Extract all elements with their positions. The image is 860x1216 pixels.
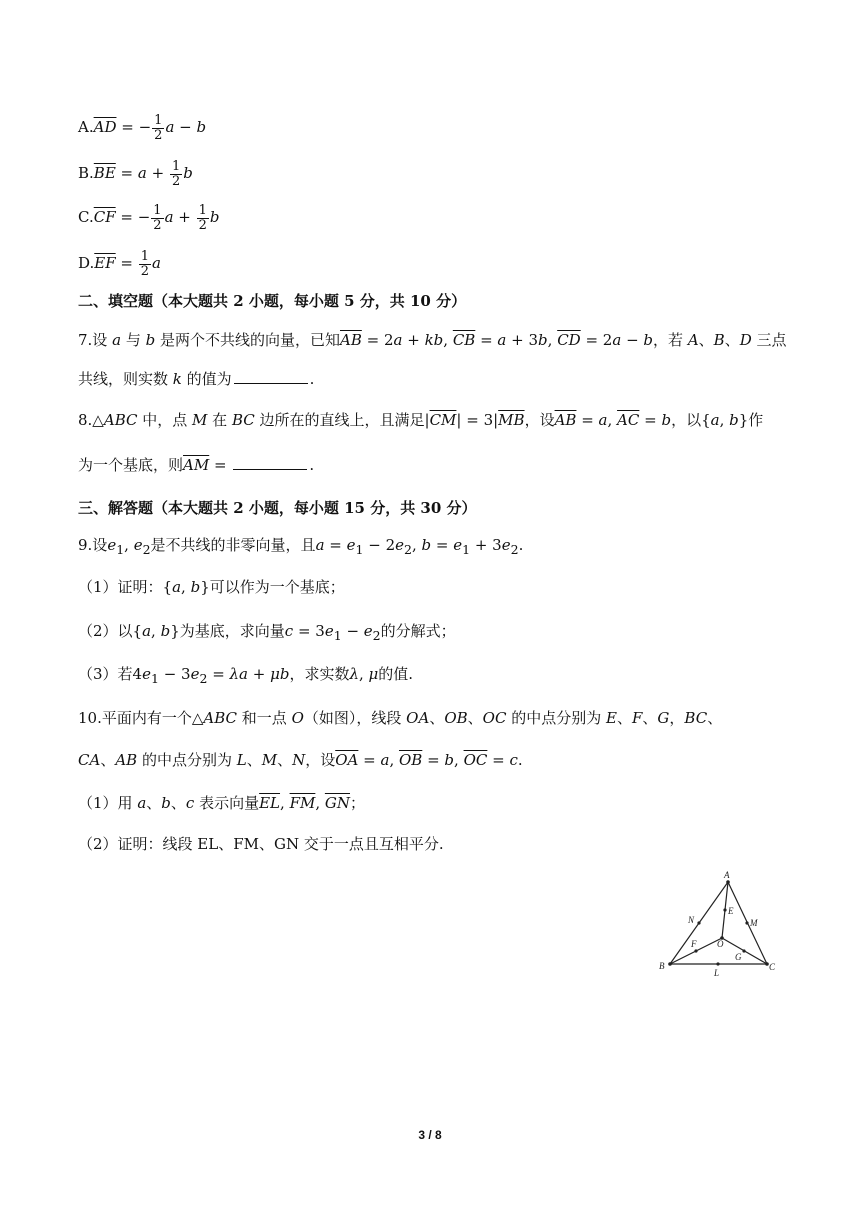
q9-text: 9.设 xyxy=(78,536,108,554)
q8-text: 为一个基底，则 xyxy=(78,456,184,474)
q8-text: 作 xyxy=(748,411,764,429)
q9-text: （1）证明： xyxy=(78,578,163,596)
q9-text: 是不共线的非零向量，且 xyxy=(150,536,316,554)
q7-text: 7.设 xyxy=(78,331,113,349)
q7-text: 共线，则实数 xyxy=(78,370,173,388)
q10-text: 表示向量 xyxy=(194,794,260,812)
label-g: G xyxy=(735,952,742,962)
point-l xyxy=(716,962,719,965)
q9-text: 可以作为一个基底； xyxy=(209,578,345,596)
q9-text: （3）若 xyxy=(78,665,133,683)
label-n: N xyxy=(688,915,695,925)
point-b xyxy=(668,962,672,966)
option-a: $A.\overline{AD}$ = − $\frac{1}{2}$ a − b xyxy=(78,113,207,143)
answer-blank xyxy=(234,382,308,384)
label-o: O xyxy=(717,939,724,949)
option-c: $C.\overline{CF}$ = − $\frac{1}{2}$ a + $\frac{1}{2}$ b xyxy=(78,203,220,233)
q8-text: 中，点 xyxy=(137,411,193,429)
q7-line1: 7.设 a 与 b 是两个不共线的向量，已知$\overline{AB} = 2a$ + kb, $\overline{CB} = a + 3b$, $\overline{CD} = 2a - b$，若 A、B、D 三点 xyxy=(78,331,787,349)
q10-text: 和一点 xyxy=(237,709,292,727)
answer-blank xyxy=(233,468,307,470)
label-a: A xyxy=(724,870,730,880)
point-e xyxy=(723,908,726,911)
q9-text: 为基底，求向量 xyxy=(179,622,285,640)
q7-text: ，若 xyxy=(653,331,688,349)
option-c-label: C. xyxy=(78,208,94,227)
q10-text: ， xyxy=(669,709,685,727)
triangle-figure xyxy=(655,870,785,980)
label-f: F xyxy=(691,939,697,949)
q8-line2: 为一个基底，则$\overline{AM}$ = . xyxy=(78,456,315,474)
q9-text: ，求实数 xyxy=(289,665,350,683)
label-m: M xyxy=(750,918,758,928)
q9-text: （2）以 xyxy=(78,622,133,640)
label-l: L xyxy=(714,968,720,978)
point-f xyxy=(694,949,697,952)
q7-text: 的值为 xyxy=(181,370,232,388)
q8-text: 8.△ xyxy=(78,411,104,429)
point-a xyxy=(726,880,730,884)
label-b: B xyxy=(659,961,665,971)
q7-text: 是两个不共线的向量，已知 xyxy=(155,331,340,349)
q10-text: 的中点分别为 xyxy=(506,709,606,727)
q9-stem: 9.设$e_1$, $e_2$是不共线的非零向量，且$a = e_1 - 2e_2$, $b = e_1 + 3e_2$. xyxy=(78,536,524,557)
label-e: E xyxy=(728,906,734,916)
q7-text: 与 xyxy=(121,331,146,349)
page-number: 3 / 8 xyxy=(418,1128,442,1142)
q10-text: （1）用 xyxy=(78,794,138,812)
q10-part2: （2）证明：线段 EL、FM、GN 交于一点且互相平分. xyxy=(78,835,444,853)
q10-line2: CA、AB 的中点分别为 L、M、N，设$\overline{OA} = a$, $\overline{OB} = b$, $\overline{OC} = c$. xyxy=(78,751,523,769)
q9-part1: （1）证明：{a, b}可以作为一个基底； xyxy=(78,578,345,596)
option-b-label: B. xyxy=(78,164,94,183)
option-d: $D.\overline{EF}$ = $\frac{1}{2}$ a xyxy=(78,249,161,279)
q8-line1: 8.△ABC 中，点 M 在 BC 边所在的直线上，且满足$|\overline{CM}| = 3|\overline{MB}$，设$\overline{AB} = a$, $\overline{AC} = b$，以{a, b}作 xyxy=(78,411,764,429)
q8-text: 边所在的直线上，且满足 xyxy=(254,411,425,429)
label-c: C xyxy=(769,962,776,972)
option-a-label: A. xyxy=(78,118,94,137)
point-n xyxy=(697,921,700,924)
q8-text: ，以 xyxy=(671,411,702,429)
q8-text: 在 xyxy=(207,411,232,429)
q9-text: 的值. xyxy=(378,665,414,683)
q10-line1: 10.平面内有一个△ABC 和一点 O（如图），线段 OA、OB、OC 的中点分别为 E、F、G，BC、 xyxy=(78,709,723,727)
q10-text: ，设 xyxy=(305,751,336,769)
section-3-heading: 三、解答题（本大题共 2 小题，每小题 15 分，共 30 分） xyxy=(78,499,477,517)
option-d-label: D. xyxy=(78,254,95,273)
point-m xyxy=(745,921,748,924)
q10-text: 10.平面内有一个△ xyxy=(78,709,204,727)
q10-text: 的中点分别为 xyxy=(137,751,237,769)
q7-text: 三点 xyxy=(751,331,787,349)
q8-text: ，设 xyxy=(524,411,555,429)
q10-text: （如图），线段 xyxy=(303,709,407,727)
option-b: $B.\overline{BE} = a$ + $\frac{1}{2}$ b xyxy=(78,159,193,189)
q9-part2: （2）以{a, b}为基底，求向量$c = 3e_1 - e_2$的分解式； xyxy=(78,622,456,643)
point-g xyxy=(742,949,745,952)
q10-part1: （1）用 a、b、c 表示向量$\overline{EL}$, $\overline{FM}$, $\overline{GN}$； xyxy=(78,794,366,812)
q7-line2: 共线，则实数 k 的值为 . xyxy=(78,370,315,388)
q9-part3: （3）若$4e_1 - 3e_2 = \lambda a + \mu b$，求实数λ, μ的值. xyxy=(78,665,414,686)
section-2-heading: 二、填空题（本大题共 2 小题，每小题 5 分，共 10 分） xyxy=(78,292,467,310)
q9-text: 的分解式； xyxy=(380,622,456,640)
